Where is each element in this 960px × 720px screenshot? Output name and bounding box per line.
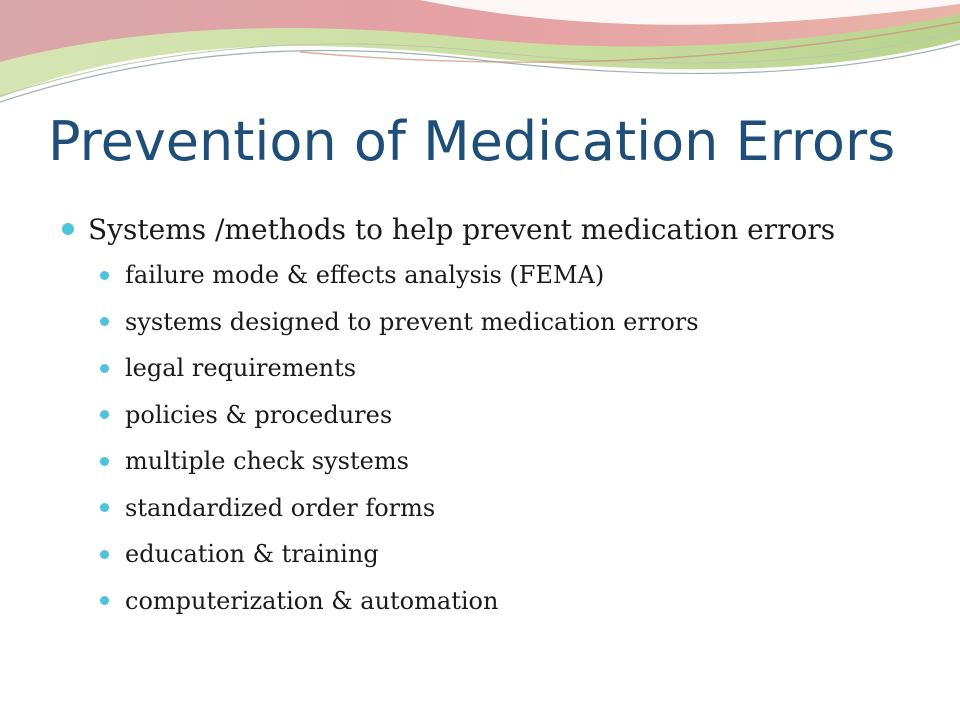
- sub-bullet-dot-icon: [100, 271, 109, 280]
- slide-title: Prevention of Medication Errors: [48, 110, 896, 173]
- sub-bullet-text: computerization & automation: [125, 586, 499, 615]
- sub-bullet-item: [62, 578, 942, 625]
- sub-bullet-list: [62, 252, 942, 624]
- bullet-dot-icon: [62, 223, 74, 235]
- sub-bullet-text: education & training: [125, 540, 379, 569]
- sub-bullet-dot-icon: [100, 410, 109, 419]
- sub-bullet-dot-icon: [100, 550, 109, 559]
- sub-bullet-text: legal requirements: [125, 354, 357, 383]
- sub-bullet-text: standardized order forms: [125, 493, 436, 522]
- sub-bullet-dot-icon: [100, 364, 109, 373]
- sub-bullet-text: policies & procedures: [125, 400, 393, 429]
- sub-bullet-text: systems designed to prevent medication errors: [125, 307, 699, 336]
- sub-bullet-item: [62, 531, 942, 578]
- sub-bullet-item: [62, 438, 942, 485]
- sub-bullet-item: [62, 299, 942, 346]
- sub-bullet-dot-icon: [100, 596, 109, 605]
- header-swoosh-decoration: [0, 0, 960, 120]
- sub-bullet-text: failure mode & effects analysis (FEMA): [125, 261, 605, 290]
- sub-bullet-dot-icon: [100, 503, 109, 512]
- sub-bullet-item: [62, 252, 942, 299]
- sub-bullet-item: [62, 485, 942, 532]
- sub-bullet-item: [62, 392, 942, 439]
- bullet-text: Systems /methods to help prevent medication errors: [88, 212, 836, 246]
- sub-bullet-dot-icon: [100, 457, 109, 466]
- slide-content: [62, 206, 942, 624]
- sub-bullet-item: [62, 345, 942, 392]
- sub-bullet-dot-icon: [100, 317, 109, 326]
- sub-bullet-text: multiple check systems: [125, 447, 409, 476]
- bullet-item: [62, 206, 942, 252]
